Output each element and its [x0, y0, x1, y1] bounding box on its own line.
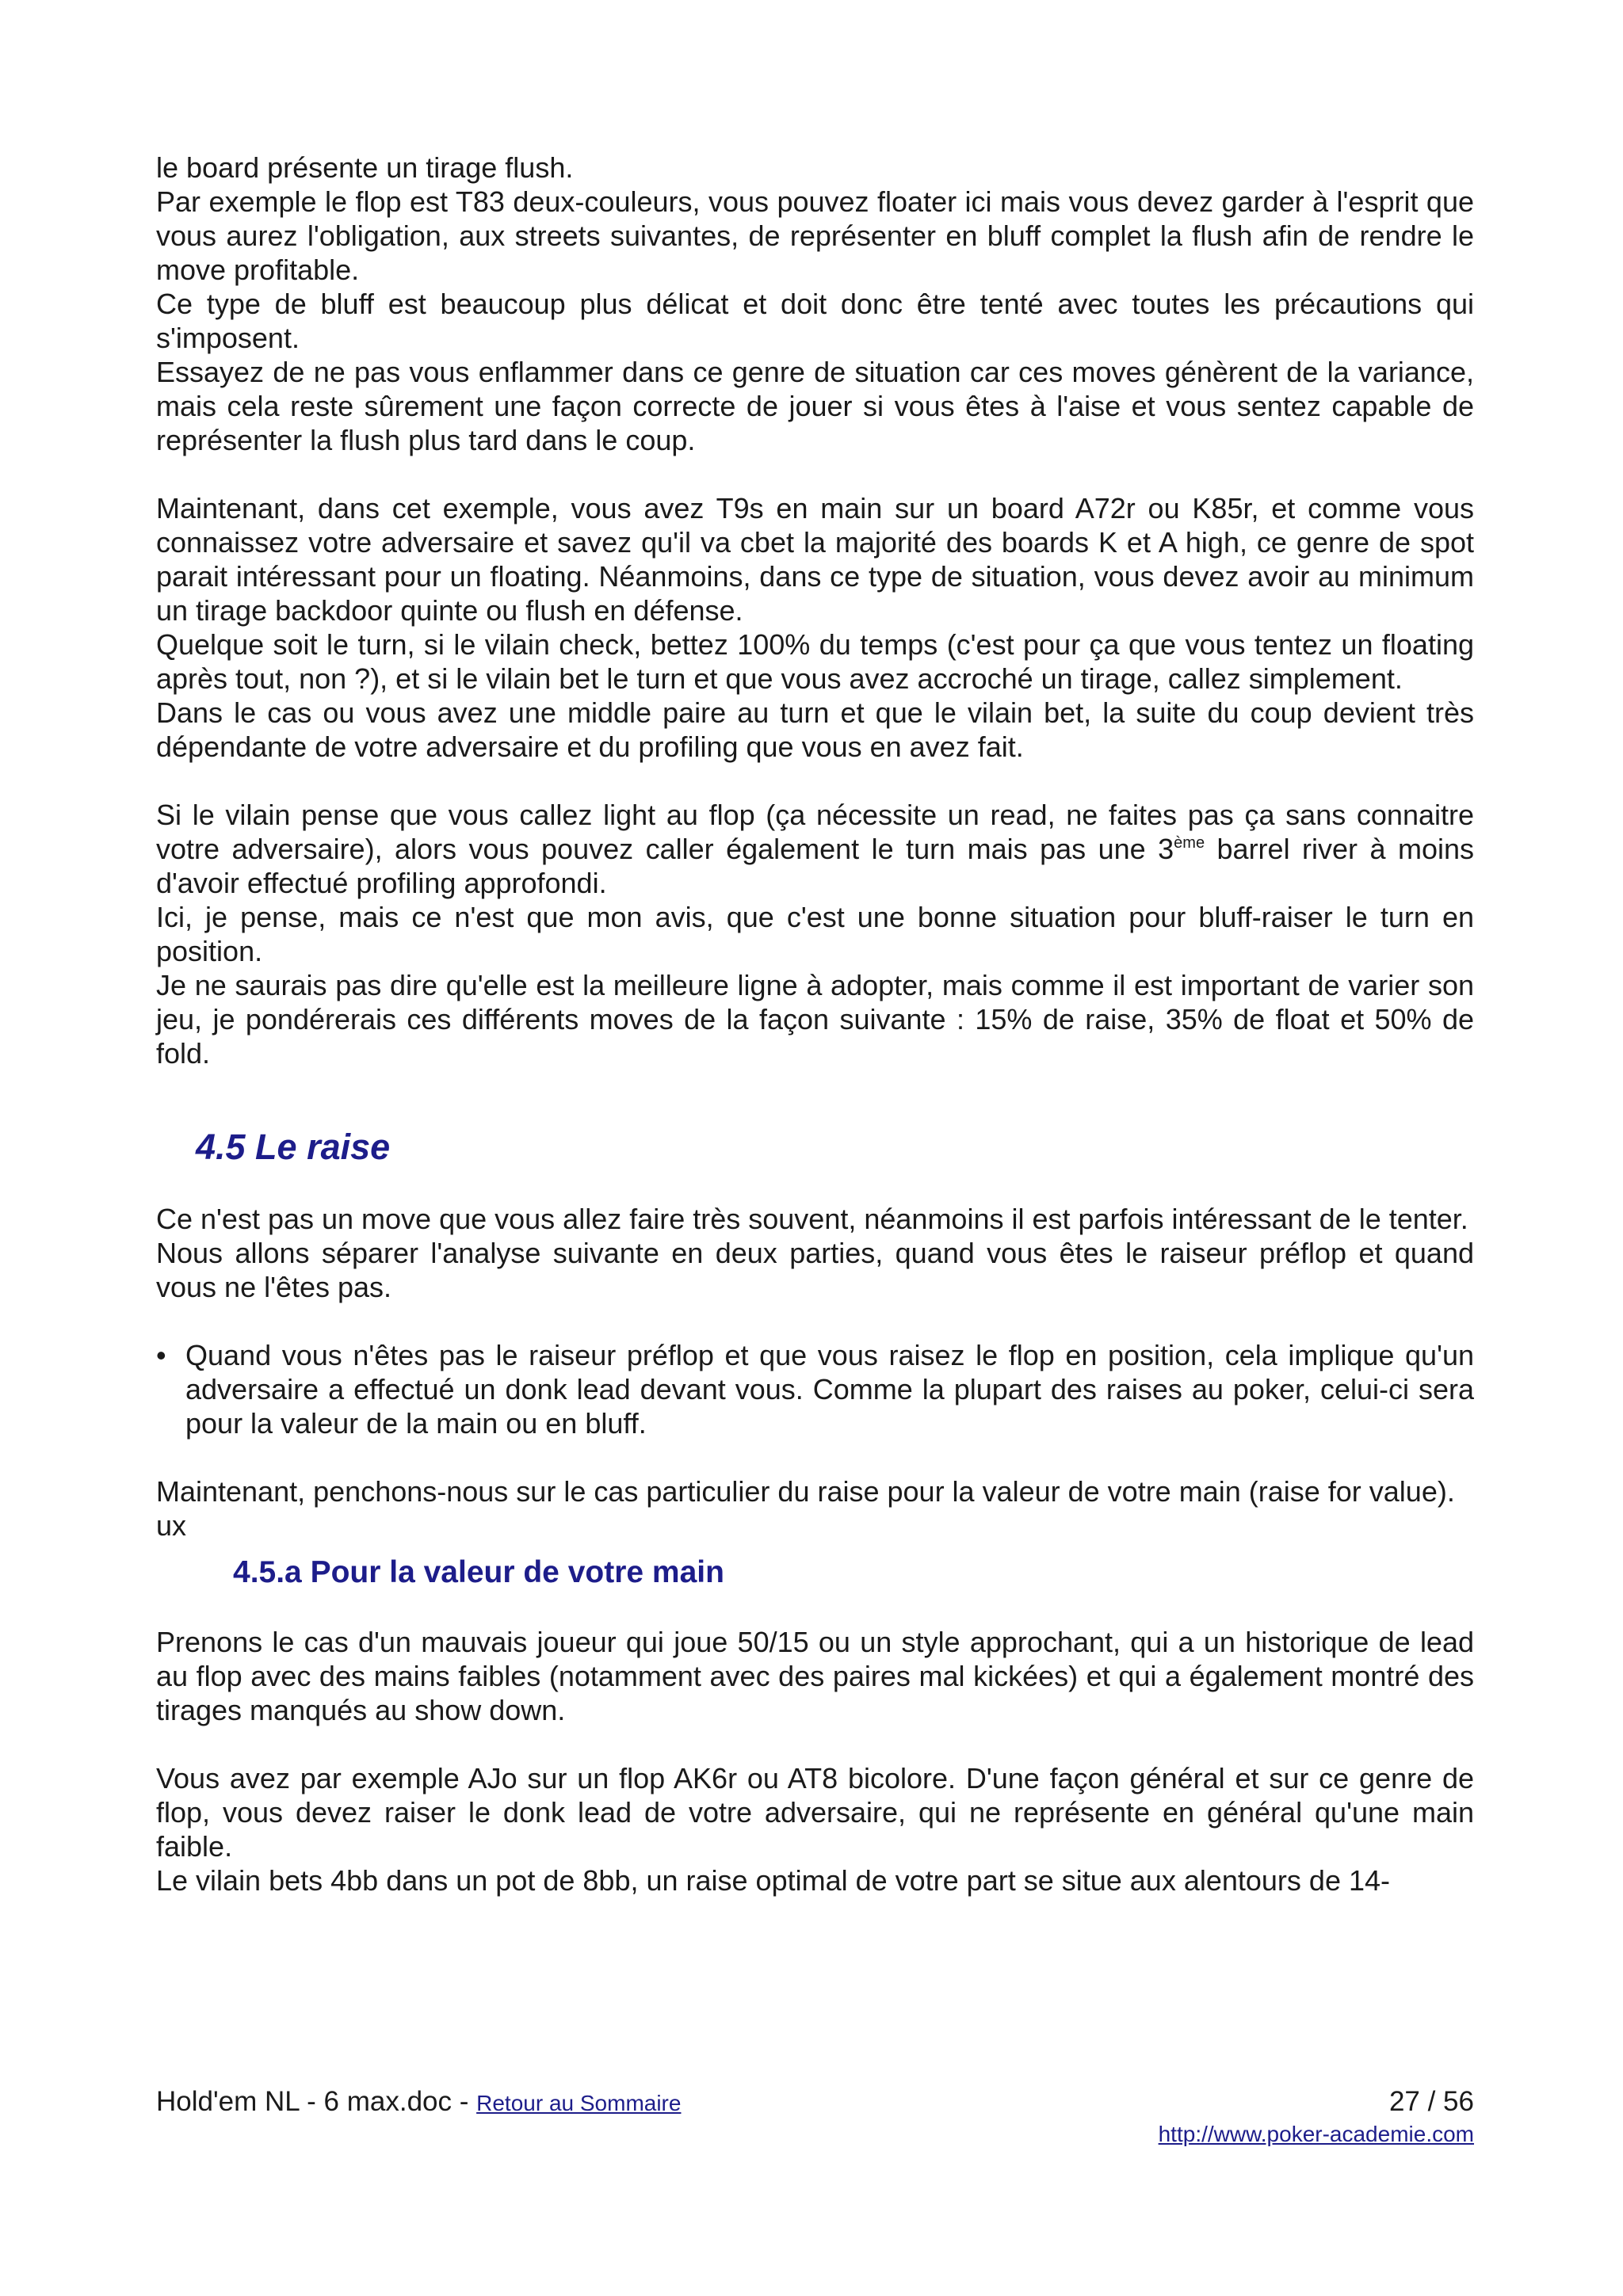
- paragraph: Maintenant, dans cet exemple, vous avez T9s en main sur un board A72r ou K85r, et comme vous connaissez votre adversaire et savez qu'il va cbet la majorité des boards K et A high, ce genre de spot parait intéressant pour un floating. Néanmoins, dans ce type de situation, vous devez avoir au minimum un tirage backdoor quinte ou flush en défense.: [156, 492, 1474, 627]
- paragraph-text: Si le vilain pense que vous callez light au flop (ça nécessite un read, ne faites pas ça sans connaitre votre adversaire), alors vous pouvez caller également le turn mais pas une 3: [156, 799, 1474, 865]
- website-link[interactable]: http://www.poker-academie.com: [1158, 2122, 1474, 2146]
- spacer: [156, 764, 1474, 798]
- paragraph: Ce type de bluff est beaucoup plus délicat et doit donc être tenté avec toutes les précautions qui s'imposent.: [156, 288, 1474, 354]
- document-body: [156, 151, 1474, 1897]
- paragraph: Par exemple le flop est T83 deux-couleurs, vous pouvez floater ici mais vous devez garder à l'esprit que vous aurez l'obligation, aux streets suivantes, de représenter en bluff complet la flush afin de rendre le move profitable.: [156, 185, 1474, 286]
- paragraph-text: barrel river à moins d'avoir effectué profiling approfondi.: [156, 833, 1474, 899]
- spacer: [156, 1169, 1474, 1202]
- page-footer: [156, 2085, 1474, 2149]
- list-item-text: Quand vous n'êtes pas le raiseur préflop et que vous raisez le flop en position, cela implique qu'un adversaire a effectué un donk lead devant vous. Comme la plupart des raises au poker, celui-ci sera pour la valeur de la main ou en bluff.: [185, 1339, 1474, 1440]
- spacer: [156, 1543, 1474, 1554]
- bullet-icon: •: [156, 1339, 166, 1371]
- spacer: [156, 1304, 1474, 1338]
- paragraph: Quelque soit le turn, si le vilain check, bettez 100% du temps (c'est pour ça que vous tentez un floating après tout, non ?), et si le vilain bet le turn et que vous avez accroché un tirage, callez simplement.: [156, 628, 1474, 695]
- paragraph: Essayez de ne pas vous enflammer dans ce genre de situation car ces moves génèrent de la variance, mais cela reste sûrement une façon correcte de jouer si vous êtes à l'aise et vous sentez capable de représenter la flush plus tard dans le coup.: [156, 356, 1474, 456]
- document-name: Hold'em NL - 6 max.doc -: [156, 2086, 477, 2117]
- paragraph: Ce n'est pas un move que vous allez faire très souvent, néanmoins il est parfois intéressant de le tenter.: [156, 1203, 1468, 1235]
- paragraph: Je ne saurais pas dire qu'elle est la meilleure ligne à adopter, mais comme il est important de varier son jeu, je pondérerais ces différents moves de la façon suivante : 15% de raise, 35% de float et 50% de fold.: [156, 969, 1474, 1070]
- footer-left: [156, 2085, 681, 2120]
- paragraph: ux: [156, 1509, 187, 1542]
- list-item: [156, 1338, 1474, 1440]
- spacer: [156, 1727, 1474, 1761]
- spacer: [156, 1440, 1474, 1474]
- paragraph: Maintenant, penchons-nous sur le cas particulier du raise pour la valeur de votre main (raise for value).: [156, 1475, 1455, 1508]
- back-to-summary-link[interactable]: Retour au Sommaire: [476, 2091, 682, 2115]
- paragraph: Prenons le cas d'un mauvais joueur qui joue 50/15 ou un style approchant, qui a un historique de lead au flop avec des mains faibles (notamment avec des paires mal kickées) et qui a également montré des tirages manqués au show down.: [156, 1626, 1474, 1726]
- paragraph: le board présente un tirage flush.: [156, 151, 574, 184]
- spacer: [156, 1592, 1474, 1625]
- paragraph: Nous allons séparer l'analyse suivante en deux parties, quand vous êtes le raiseur préflop et quand vous ne l'êtes pas.: [156, 1237, 1474, 1303]
- paragraph-with-superscript: [156, 798, 1474, 900]
- paragraph: Ici, je pense, mais ce n'est que mon avis, que c'est une bonne situation pour bluff-raiser le turn en position.: [156, 901, 1474, 967]
- paragraph: Le vilain bets 4bb dans un pot de 8bb, un raise optimal de votre part se situe aux alentours de 14-: [156, 1864, 1390, 1897]
- paragraph: Vous avez par exemple AJo sur un flop AK6r ou AT8 bicolore. D'une façon général et sur ce genre de flop, vous devez raiser le donk lead de votre adversaire, qui ne représente en général qu'une main faible.: [156, 1762, 1474, 1863]
- section-heading: 4.5 Le raise: [196, 1127, 391, 1167]
- spacer: [156, 1070, 1474, 1126]
- page-number: 27 / 56: [1388, 2086, 1474, 2117]
- superscript: ème: [1174, 834, 1205, 852]
- paragraph: Dans le cas ou vous avez une middle paire au turn et que le vilain bet, la suite du coup devient très dépendante de votre adversaire et du profiling que vous en avez fait.: [156, 696, 1474, 763]
- spacer: [156, 457, 1474, 491]
- subsection-heading: 4.5.a Pour la valeur de votre main: [233, 1555, 724, 1589]
- footer-row: [156, 2085, 1474, 2120]
